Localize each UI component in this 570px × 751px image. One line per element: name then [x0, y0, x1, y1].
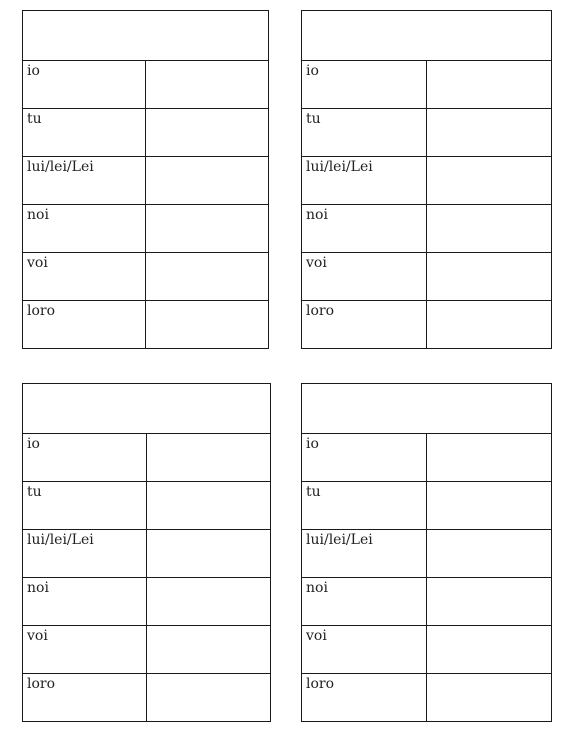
answer-cell[interactable] [427, 530, 552, 578]
answer-cell[interactable] [147, 530, 271, 578]
answer-cell[interactable] [427, 61, 552, 109]
pronoun-label: loro [302, 674, 427, 722]
answer-cell[interactable] [427, 109, 552, 157]
pronoun-label: lui/lei/Lei [23, 157, 146, 205]
answer-cell[interactable] [147, 674, 271, 722]
answer-cell[interactable] [427, 626, 552, 674]
verb-heading-cell[interactable] [302, 384, 552, 434]
answer-cell[interactable] [427, 674, 552, 722]
answer-cell[interactable] [427, 205, 552, 253]
pronoun-label: tu [302, 482, 427, 530]
answer-cell[interactable] [427, 301, 552, 349]
conjugation-table-3 [22, 383, 271, 722]
answer-cell[interactable] [146, 157, 269, 205]
answer-cell[interactable] [146, 301, 269, 349]
pronoun-label: tu [23, 109, 146, 157]
answer-cell[interactable] [147, 482, 271, 530]
pronoun-label: tu [23, 482, 147, 530]
answer-cell[interactable] [427, 482, 552, 530]
pronoun-label: loro [302, 301, 427, 349]
pronoun-label: tu [302, 109, 427, 157]
pronoun-label: loro [23, 301, 146, 349]
pronoun-label: io [302, 61, 427, 109]
answer-cell[interactable] [427, 578, 552, 626]
pronoun-label: noi [23, 578, 147, 626]
conjugation-table-4 [301, 383, 552, 722]
pronoun-label: io [23, 61, 146, 109]
answer-cell[interactable] [427, 253, 552, 301]
pronoun-label: voi [302, 626, 427, 674]
pronoun-label: noi [23, 205, 146, 253]
verb-heading-cell[interactable] [302, 11, 552, 61]
answer-cell[interactable] [147, 626, 271, 674]
pronoun-label: voi [23, 626, 147, 674]
pronoun-label: loro [23, 674, 147, 722]
answer-cell[interactable] [147, 434, 271, 482]
pronoun-label: voi [302, 253, 427, 301]
answer-cell[interactable] [146, 253, 269, 301]
answer-cell[interactable] [146, 109, 269, 157]
answer-cell[interactable] [146, 205, 269, 253]
pronoun-label: io [23, 434, 147, 482]
pronoun-label: lui/lei/Lei [302, 530, 427, 578]
pronoun-label: io [302, 434, 427, 482]
answer-cell[interactable] [147, 578, 271, 626]
pronoun-label: lui/lei/Lei [23, 530, 147, 578]
pronoun-label: lui/lei/Lei [302, 157, 427, 205]
conjugation-table-2 [301, 10, 552, 349]
conjugation-table-1 [22, 10, 269, 349]
pronoun-label: voi [23, 253, 146, 301]
answer-cell[interactable] [146, 61, 269, 109]
answer-cell[interactable] [427, 434, 552, 482]
pronoun-label: noi [302, 578, 427, 626]
verb-heading-cell[interactable] [23, 11, 269, 61]
pronoun-label: noi [302, 205, 427, 253]
answer-cell[interactable] [427, 157, 552, 205]
verb-heading-cell[interactable] [23, 384, 271, 434]
